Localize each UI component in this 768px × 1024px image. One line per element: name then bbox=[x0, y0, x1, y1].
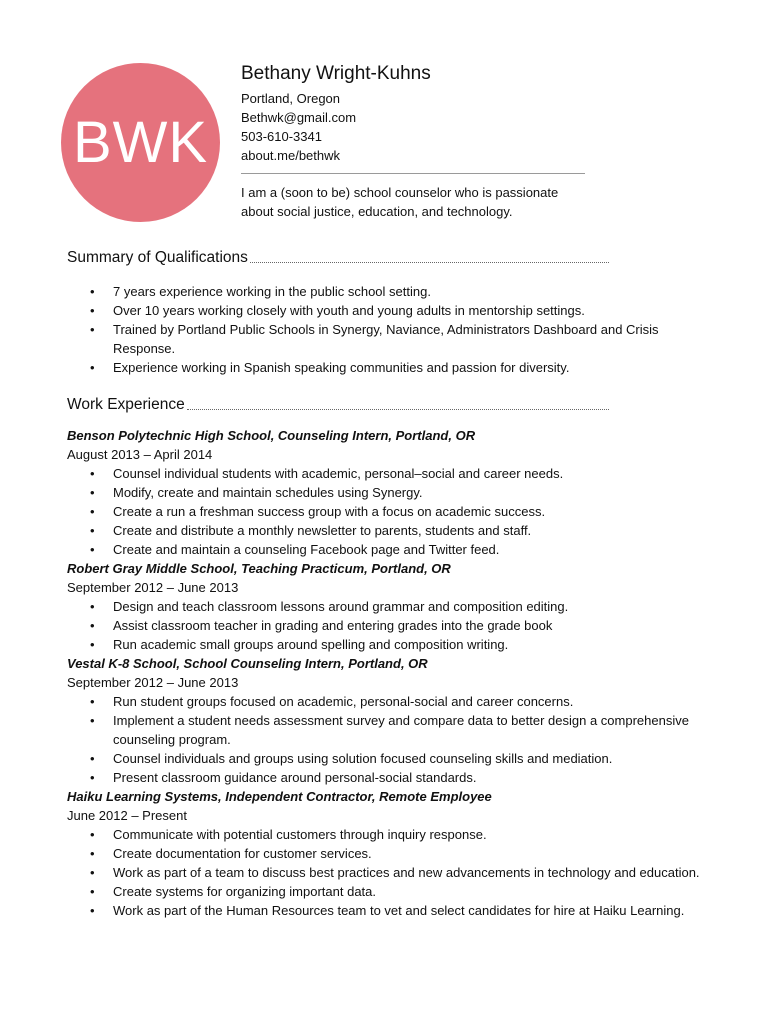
list-item: • Run academic small groups around spelling and composition writing. bbox=[67, 635, 707, 654]
dotted-leader bbox=[250, 261, 609, 263]
list-item: • Assist classroom teacher in grading and entering grades into the grade book bbox=[67, 616, 707, 635]
job-entry bbox=[67, 426, 707, 559]
list-item: • Experience working in Spanish speaking communities and passion for diversity. bbox=[67, 358, 707, 377]
list-item: • Counsel individual students with academic, personal–social and career needs. bbox=[67, 464, 707, 483]
list-item: • Create documentation for customer services. bbox=[67, 844, 707, 863]
website: about.me/bethwk bbox=[241, 148, 341, 163]
summary-heading-label: Summary of Qualifications bbox=[67, 249, 248, 266]
work-heading-label: Work Experience bbox=[67, 396, 185, 413]
list-item: • Work as part of the Human Resources team to vet and select candidates for hire at Haiku Learning. bbox=[67, 901, 707, 920]
job-title: Robert Gray Middle School, Teaching Practicum, Portland, OR bbox=[67, 561, 451, 576]
list-item: • Run student groups focused on academic, personal-social and career concerns. bbox=[67, 692, 707, 711]
list-item: • Work as part of a team to discuss best practices and new advancements in technology and education. bbox=[67, 863, 707, 882]
job-duties bbox=[67, 825, 707, 920]
candidate-name: Bethany Wright-Kuhns bbox=[241, 63, 431, 84]
job-title: Benson Polytechnic High School, Counseling Intern, Portland, OR bbox=[67, 428, 476, 443]
phone: 503-610-3341 bbox=[241, 129, 322, 144]
bio-line: about social justice, education, and technology. bbox=[241, 204, 513, 219]
bio-line: I am a (soon to be) school counselor who is passionate bbox=[241, 185, 559, 200]
dotted-leader bbox=[187, 408, 609, 410]
list-item: • Create and maintain a counseling Facebook page and Twitter feed. bbox=[67, 540, 707, 559]
list-item: • Trained by Portland Public Schools in Synergy, Naviance, Administrators Dashboard and Crisis Response. bbox=[67, 320, 707, 358]
list-item: • Design and teach classroom lessons around grammar and composition editing. bbox=[67, 597, 707, 616]
logo-initials: BWK bbox=[72, 110, 209, 175]
header-divider bbox=[241, 173, 585, 174]
email: Bethwk@gmail.com bbox=[241, 110, 357, 125]
list-item: • Create and distribute a monthly newsletter to parents, students and staff. bbox=[67, 521, 707, 540]
job-dates: June 2012 – Present bbox=[67, 808, 187, 823]
list-item: • Counsel individuals and groups using solution focused counseling skills and mediation. bbox=[67, 749, 707, 768]
job-dates: September 2012 – June 2013 bbox=[67, 675, 239, 690]
list-item: • Modify, create and maintain schedules using Synergy. bbox=[67, 483, 707, 502]
job-entry bbox=[67, 787, 707, 920]
resume-header bbox=[241, 62, 586, 221]
location: Portland, Oregon bbox=[241, 91, 341, 106]
list-item: • Over 10 years working closely with youth and young adults in mentorship settings. bbox=[67, 301, 707, 320]
job-dates: September 2012 – June 2013 bbox=[67, 580, 239, 595]
job-duties bbox=[67, 597, 707, 654]
work-experience bbox=[67, 426, 707, 920]
job-title: Haiku Learning Systems, Independent Contractor, Remote Employee bbox=[67, 789, 492, 804]
list-item: • Present classroom guidance around personal-social standards. bbox=[67, 768, 707, 787]
initials-logo bbox=[61, 63, 220, 222]
job-dates: August 2013 – April 2014 bbox=[67, 447, 213, 462]
job-entry bbox=[67, 654, 707, 787]
summary-heading bbox=[67, 249, 609, 267]
work-heading bbox=[67, 396, 609, 414]
summary-list bbox=[67, 282, 707, 377]
job-duties bbox=[67, 464, 707, 559]
list-item: • Create a run a freshman success group with a focus on academic success. bbox=[67, 502, 707, 521]
list-item: • Communicate with potential customers through inquiry response. bbox=[67, 825, 707, 844]
bio bbox=[241, 183, 586, 221]
job-title: Vestal K-8 School, School Counseling Intern, Portland, OR bbox=[67, 656, 428, 671]
job-entry bbox=[67, 559, 707, 654]
list-item: • Create systems for organizing important data. bbox=[67, 882, 707, 901]
list-item: • Implement a student needs assessment survey and compare data to better design a comprehensive counseling program. bbox=[67, 711, 707, 749]
job-duties bbox=[67, 692, 707, 787]
list-item: • 7 years experience working in the public school setting. bbox=[67, 282, 707, 301]
